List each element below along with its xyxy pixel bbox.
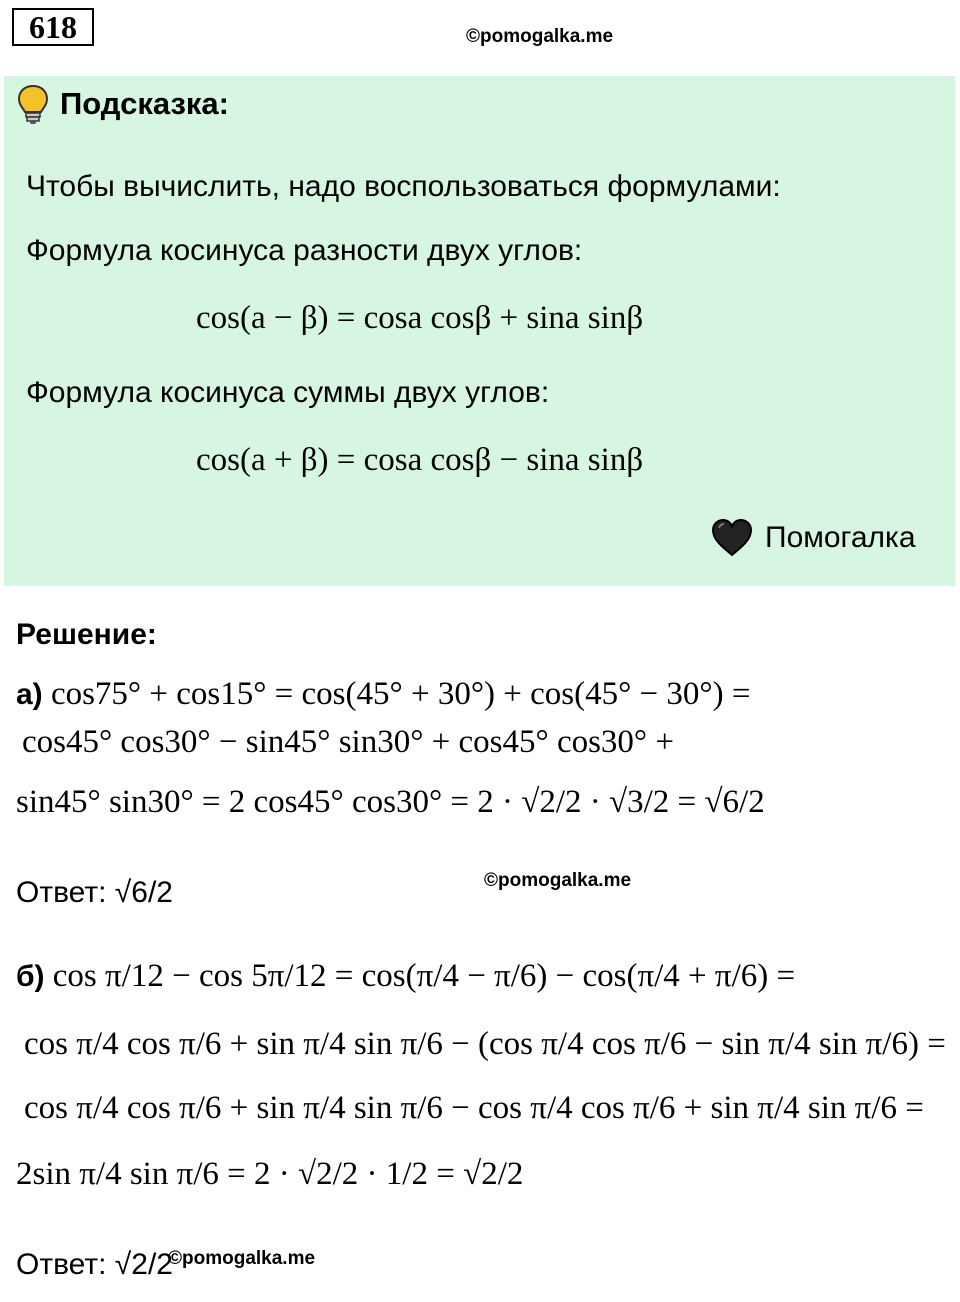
solution-heading: Решение: xyxy=(16,618,157,651)
part-a-line-1 xyxy=(16,676,750,713)
part-a-line-1-text: cos75° + cos15° = cos(45° + 30°) + cos(45° − 30°) = xyxy=(50,676,751,712)
lightbulb-icon xyxy=(16,84,50,126)
part-b-line-1 xyxy=(16,958,795,995)
part-b-line-4: 2sin π/4 sin π/6 = 2 · √2/2 · 1/2 = √2/2 xyxy=(16,1156,524,1192)
task-number: 618 xyxy=(12,8,94,46)
part-a-answer-label: Ответ: xyxy=(16,876,107,909)
part-b-label: б) xyxy=(16,960,45,993)
part-b-answer xyxy=(16,1248,173,1282)
hint-intro: Чтобы вычислить, надо воспользоваться формулами: xyxy=(26,170,781,203)
part-b-line-2: cos π/4 cos π/6 + sin π/4 sin π/6 − (cos π/4 cos π/6 − sin π/4 sin π/6) = xyxy=(24,1026,946,1062)
watermark-top: ©pomogalka.me xyxy=(466,26,614,47)
brand-label: Помогалка xyxy=(765,521,916,554)
part-a-line-3: sin45° sin30° = 2 cos45° cos30° = 2 · √2/2 · √3/2 = √6/2 xyxy=(16,784,765,820)
watermark-bottom: ©pomogalka.me xyxy=(168,1248,316,1269)
hint-title: Подсказка: xyxy=(60,86,229,121)
part-a-line-2: cos45° cos30° − sin45° sin30° + cos45° cos30° + xyxy=(22,724,674,760)
heart-icon xyxy=(710,518,754,558)
hint-sum-formula: cos(a + β) = cosa cosβ − sina sinβ xyxy=(196,442,644,478)
part-b-answer-value: √2/2 xyxy=(114,1248,173,1281)
hint-diff-formula: cos(a − β) = cosa cosβ + sina sinβ xyxy=(196,300,644,336)
hint-sum-label: Формула косинуса суммы двух углов: xyxy=(26,376,550,409)
part-a-answer-value: √6/2 xyxy=(114,876,173,909)
watermark-middle: ©pomogalka.me xyxy=(484,870,632,891)
part-b-answer-label: Ответ: xyxy=(16,1248,107,1281)
part-b-line-3: cos π/4 cos π/6 + sin π/4 sin π/6 − cos π/4 cos π/6 + sin π/4 sin π/6 = xyxy=(24,1090,924,1126)
part-a-label: а) xyxy=(16,678,43,711)
hint-diff-label: Формула косинуса разности двух углов: xyxy=(26,234,583,267)
part-a-answer xyxy=(16,876,173,910)
part-b-line-1-text: cos π/12 − cos 5π/12 = cos(π/4 − π/6) − cos(π/4 + π/6) = xyxy=(52,958,796,994)
